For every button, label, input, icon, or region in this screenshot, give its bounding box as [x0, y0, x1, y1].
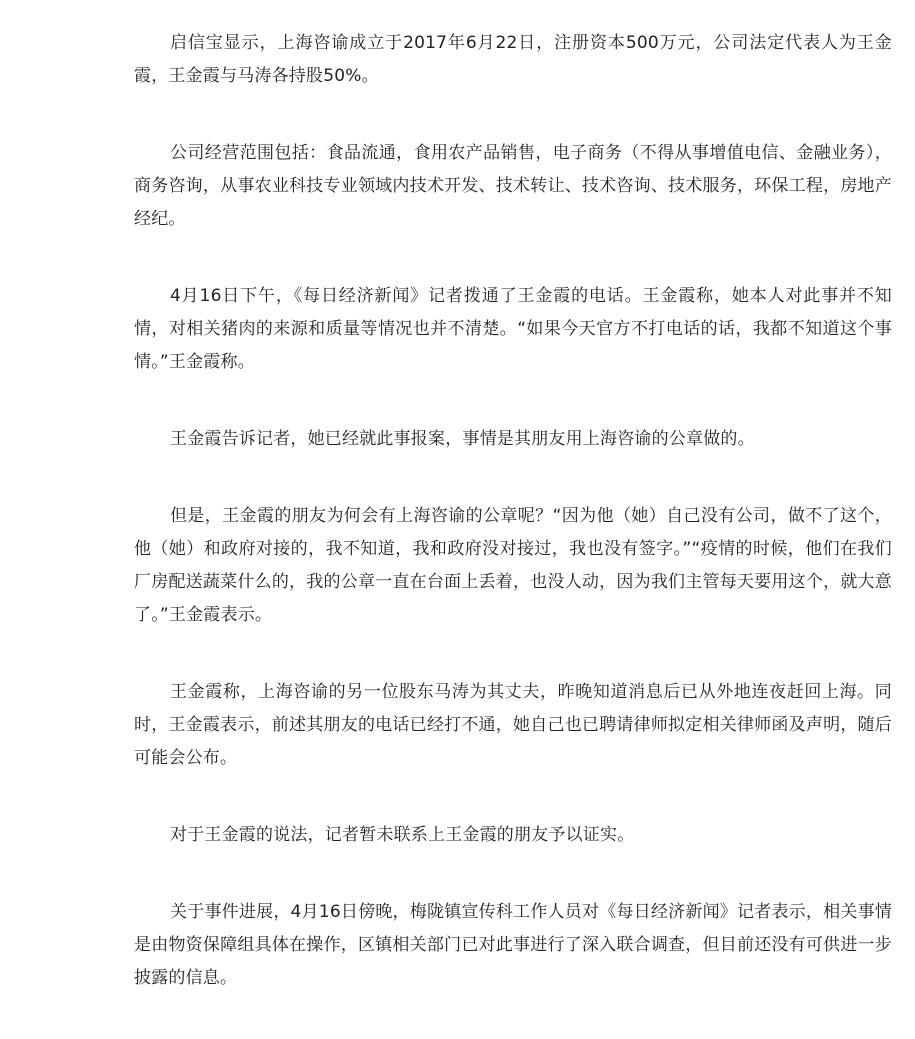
paragraph-company-seal: 但是，王金霞的朋友为何会有上海咨谕的公章呢？“因为他（她）自己没有公司，做不了这个，他（她）和政府对接的，我不知道，我和政府没对接过，我也没有签字。”“疫情的时候，他们在我们厂房配送蔬菜什么的，我的公章一直在台面上丢着，也没人动，因为我们主管每天要用这个，就大意了。”王金霞表示。 [134, 506, 892, 625]
paragraph-shareholder: 王金霞称，上海咨谕的另一位股东马涛为其丈夫，昨晚知道消息后已从外地连夜赶回上海。同时，王金霞表示，前述其朋友的电话已经打不通，她自己也已聘请律师拟定相关律师函及声明，随后可能会公布。 [134, 682, 892, 768]
paragraph-phone-call: 4月16日下午，《每日经济新闻》记者拨通了王金霞的电话。王金霞称，她本人对此事并不知情，对相关猪肉的来源和质量等情况也并不清楚。“如果今天官方不打电话的话，我都不知道这个事情。”王金霞称。 [134, 286, 892, 372]
paragraph-police-report: 王金霞告诉记者，她已经就此事报案，事情是其朋友用上海咨谕的公章做的。 [170, 429, 755, 449]
paragraph-investigation: 关于事件进展，4月16日傍晚，梅陇镇宣传科工作人员对《每日经济新闻》记者表示，相关事情是由物资保障组具体在操作，区镇相关部门已对此事进行了深入联合调查，但目前还没有可供进一步披露的信息。 [134, 902, 892, 988]
paragraph-business-scope: 公司经营范围包括：食品流通，食用农产品销售，电子商务（不得从事增值电信、金融业务），商务咨询，从事农业科技专业领域内技术开发、技术转让、技术咨询、技术服务，环保工程，房地产经纪。 [134, 143, 892, 229]
paragraph-unverified: 对于王金霞的说法，记者暂未联系上王金霞的朋友予以证实。 [170, 825, 635, 845]
article-body [134, 27, 892, 1039]
paragraph-registration: 启信宝显示，上海咨谕成立于2017年6月22日，注册资本500万元，公司法定代表人为王金霞，王金霞与马涛各持股50%。 [134, 33, 892, 86]
